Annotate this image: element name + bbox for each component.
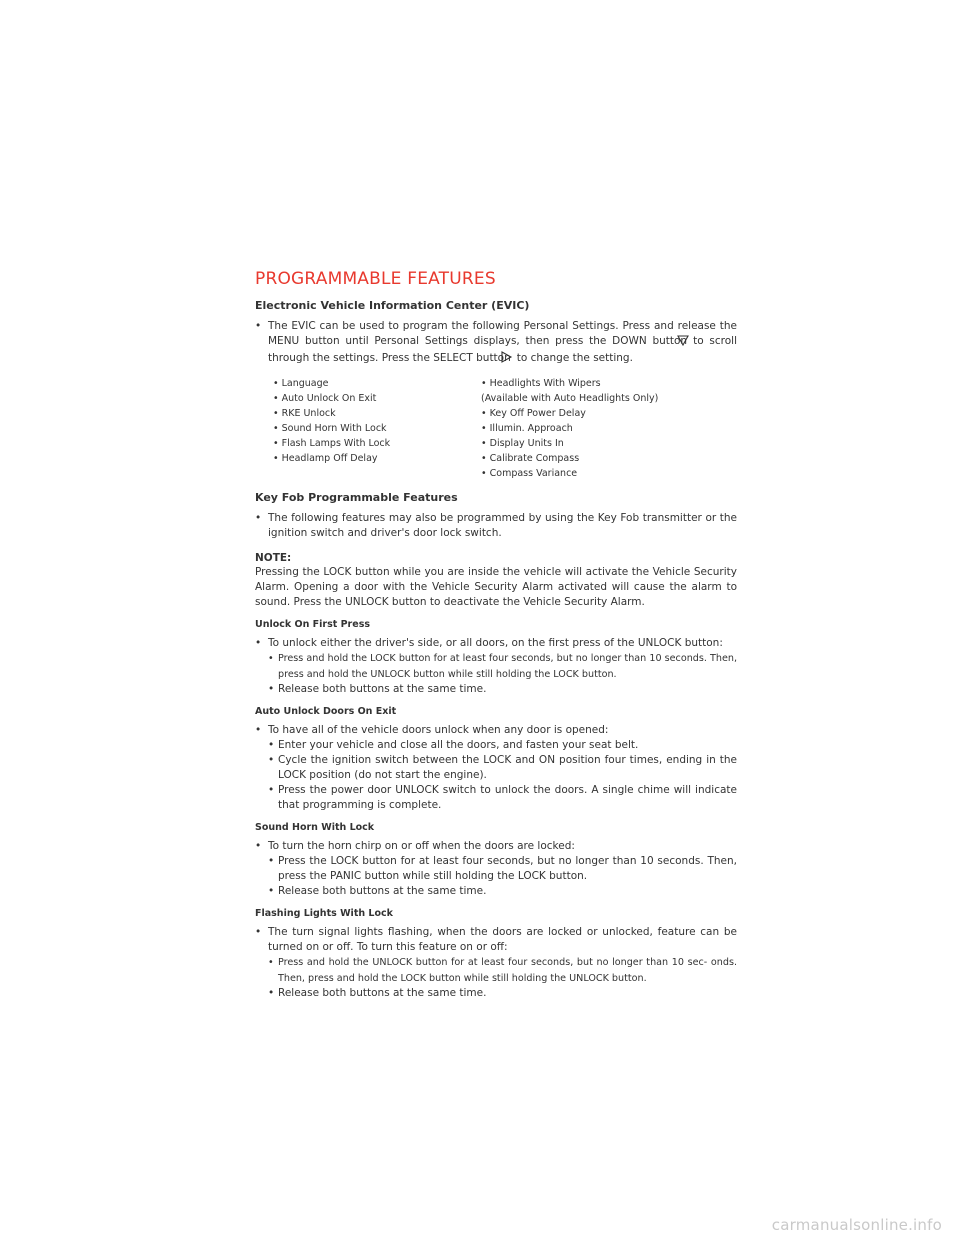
bullet: • [255, 512, 262, 524]
step-text: Press the power door UNLOCK switch to unlock the doors. A single chime will indicate that programming is complete. [278, 784, 737, 811]
auto-unlock-heading: Auto Unlock Doors On Exit [255, 706, 397, 717]
flashing-step [255, 955, 737, 986]
step-text: Cycle the ignition switch between the LOCK and ON position four times, ending in the LOCK position (do not start the engine). [278, 754, 737, 781]
list-item: • Auto Unlock On Exit [273, 393, 377, 404]
unlock-first-text: To unlock either the driver's side, or all doors, on the first press of the UNLOCK button: [268, 637, 723, 649]
bullet: • [255, 320, 262, 332]
sound-horn-step [255, 884, 737, 899]
bullet: • [268, 683, 275, 695]
step-text: Press the LOCK button for at least four seconds, but no longer than 10 seconds. Then, press the PANIC button while still holding the LOCK button. [278, 855, 737, 882]
step-text: Release both buttons at the same time. [278, 683, 487, 695]
bullet: • [255, 637, 262, 649]
list-item: • Compass Variance [481, 468, 578, 479]
sound-horn-paragraph [255, 839, 737, 854]
auto-unlock-step [255, 738, 737, 753]
keyfob-text: The following features may also be programmed by using the Key Fob transmitter or the ignition switch and driver's door lock switch. [268, 512, 737, 539]
list-item: • Sound Horn With Lock [273, 423, 387, 434]
sound-horn-text: To turn the horn chirp on or off when the doors are locked: [268, 840, 575, 852]
step-text: Press and hold the UNLOCK button for at least four seconds, but no longer than 10 sec- onds. Then, press and hold the LOCK button while still holding the UNLOCK button. [278, 957, 737, 984]
bullet: • [255, 926, 262, 938]
auto-unlock-text: To have all of the vehicle doors unlock when any door is opened: [268, 724, 609, 736]
flashing-heading: Flashing Lights With Lock [255, 908, 393, 919]
list-item: • Display Units In [481, 438, 564, 449]
page-title: PROGRAMMABLE FEATURES [255, 269, 496, 289]
step-text: Release both buttons at the same time. [278, 987, 487, 999]
bullet: • [268, 957, 274, 968]
evic-text-1: The EVIC can be used to program the following Personal Settings. Press and release the MENU button until Personal Settings displays, then press the DOWN button [268, 320, 737, 347]
auto-unlock-step [255, 753, 737, 783]
flashing-text: The turn signal lights flashing, when the doors are locked or unlocked, feature can be turned on or off. To turn this feature on or off: [268, 926, 737, 953]
list-item: • Illumin. Approach [481, 423, 573, 434]
sound-horn-heading: Sound Horn With Lock [255, 822, 375, 833]
step-text: Press and hold the LOCK button for at least four seconds, but no longer than 10 seconds. Then, press and hold the UNLOCK button while still holding the LOCK button. [278, 653, 737, 680]
bullet: • [268, 784, 275, 796]
list-item: • Headlights With Wipers [481, 378, 601, 389]
page-content [255, 268, 737, 1001]
list-item: • Flash Lamps With Lock [273, 438, 391, 449]
auto-unlock-paragraph [255, 723, 737, 738]
note-text: Pressing the LOCK button while you are inside the vehicle will activate the Vehicle Security Alarm. Opening a door with the Vehicle Security Alarm activated will cause the alarm to sound. Press the UNLOCK button to deactivate the Vehicle Security Alarm. [255, 566, 737, 608]
step-text: Release both buttons at the same time. [278, 885, 487, 897]
list-item: • Headlamp Off Delay [273, 453, 378, 464]
list-item: (Available with Auto Headlights Only) [481, 393, 659, 404]
step-text: Enter your vehicle and close all the doors, and fasten your seat belt. [278, 739, 639, 751]
keyfob-heading: Key Fob Programmable Features [255, 491, 458, 504]
settings-list-right [481, 376, 731, 481]
flashing-paragraph [255, 925, 737, 955]
list-item: • Calibrate Compass [481, 453, 580, 464]
list-item: • RKE Unlock [273, 408, 336, 419]
watermark: carmanualsonline.info [771, 1216, 942, 1234]
keyfob-paragraph [255, 511, 737, 541]
unlock-first-paragraph [255, 636, 737, 651]
unlock-first-heading: Unlock On First Press [255, 619, 370, 630]
bullet: • [268, 855, 275, 867]
bullet: • [268, 754, 275, 766]
evic-paragraph [255, 319, 737, 368]
evic-text-2: to scroll through the settings. Press the SELECT button [268, 335, 737, 364]
list-item: • Language [273, 378, 329, 389]
bullet: • [268, 653, 274, 664]
evic-text-3: to change the setting. [516, 352, 633, 364]
bullet: • [255, 724, 262, 736]
list-item: • Key Off Power Delay [481, 408, 586, 419]
bullet: • [268, 987, 275, 999]
sound-horn-step [255, 854, 737, 884]
flashing-step [255, 986, 737, 1001]
settings-list-left [255, 376, 481, 481]
bullet: • [255, 840, 262, 852]
evic-heading: Electronic Vehicle Information Center (EVIC) [255, 299, 530, 312]
unlock-first-step [255, 682, 737, 697]
settings-lists [255, 376, 737, 481]
unlock-first-step [255, 651, 737, 682]
bullet: • [268, 885, 275, 897]
bullet: • [268, 739, 275, 751]
auto-unlock-step [255, 783, 737, 813]
note-label: NOTE: [255, 552, 292, 564]
